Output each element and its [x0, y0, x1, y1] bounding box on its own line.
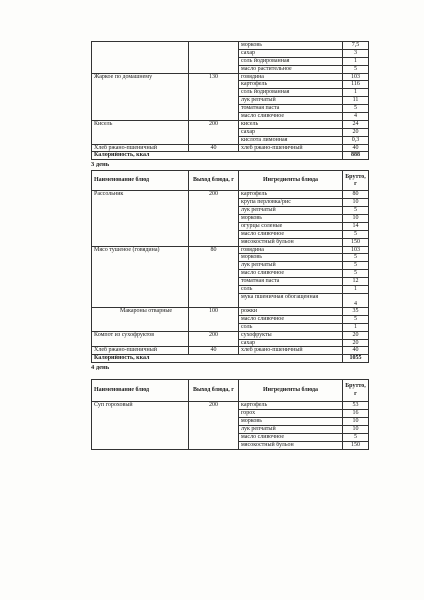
ingredient-brutto: 103 — [343, 246, 369, 254]
ingredient-brutto: 53 — [343, 402, 369, 410]
day4-row — [92, 402, 369, 410]
day2_tail-row — [92, 120, 369, 128]
ingredient-name: лук репчатый — [239, 425, 343, 433]
ingredient-brutto: 80 — [343, 191, 369, 199]
day4-header-row — [92, 380, 369, 402]
ingredient-brutto: 11 — [343, 97, 369, 105]
header-brutto: Брутто, г — [343, 171, 369, 191]
dish-yield: 200 — [189, 331, 239, 347]
ingredient-brutto: 0,3 — [343, 136, 369, 144]
day2-kcal-row — [92, 152, 369, 160]
day3-kcal-value: 1055 — [343, 355, 369, 363]
day3-kcal-row — [92, 355, 369, 363]
ingredient-name: лук репчатый — [239, 262, 343, 270]
kcal-label: Калорийность, ккал — [92, 355, 343, 363]
ingredient-brutto: 1 — [343, 286, 369, 294]
ingredient-name: морковь — [239, 417, 343, 425]
day2-kcal-value: 888 — [343, 152, 369, 160]
day3-row — [92, 307, 369, 315]
ingredient-name: кислота лимонная — [239, 136, 343, 144]
ingredient-name: соль — [239, 286, 343, 294]
ingredient-name: томатная паста — [239, 278, 343, 286]
ingredient-brutto: 5 — [343, 65, 369, 73]
ingredient-brutto: 7,5 — [343, 42, 369, 50]
ingredient-name: рожки — [239, 307, 343, 315]
ingredient-name: сахар — [239, 49, 343, 57]
ingredient-name: соль — [239, 323, 343, 331]
ingredient-brutto: 4 — [343, 113, 369, 121]
day3-row — [92, 191, 369, 199]
day3-row — [92, 246, 369, 254]
ingredient-name: мясокостный бульон — [239, 441, 343, 449]
day3-row — [92, 331, 369, 339]
dish-yield: 80 — [189, 246, 239, 307]
day3-table — [91, 170, 369, 363]
ingredient-name: кисель — [239, 120, 343, 128]
dish-name — [92, 42, 189, 74]
ingredient-name: мясокостный бульон — [239, 238, 343, 246]
ingredient-name: морковь — [239, 254, 343, 262]
ingredient-brutto: 12 — [343, 278, 369, 286]
ingredient-brutto: 16 — [343, 410, 369, 418]
ingredient-name: огурцы соленые — [239, 222, 343, 230]
header-brutto: Брутто, г — [343, 380, 369, 402]
dish-yield — [189, 42, 239, 74]
ingredient-brutto: 5 — [343, 315, 369, 323]
ingredient-name: мука пшеничная обогащенная — [239, 293, 343, 307]
dish-name: Компот из сухофруктов — [92, 331, 189, 347]
ingredient-brutto: 3 — [343, 49, 369, 57]
day2_tail-row — [92, 73, 369, 81]
ingredient-name: крупа перловка/рис — [239, 199, 343, 207]
ingredient-name: сухофрукты — [239, 331, 343, 339]
ingredient-brutto: 1 — [343, 89, 369, 97]
ingredient-brutto: 5 — [343, 105, 369, 113]
ingredient-name: томатная паста — [239, 105, 343, 113]
ingredient-brutto: 20 — [343, 128, 369, 136]
ingredient-brutto: 5 — [343, 262, 369, 270]
dish-yield: 130 — [189, 73, 239, 120]
ingredient-brutto: 5 — [343, 207, 369, 215]
ingredient-name: лук репчатый — [239, 207, 343, 215]
ingredient-brutto: 24 — [343, 120, 369, 128]
ingredient-name: хлеб ржано-пшеничный — [239, 144, 343, 152]
day2-body — [92, 42, 369, 152]
ingredient-brutto: 5 — [343, 270, 369, 278]
day3-row — [92, 347, 369, 355]
ingredient-name: говядина — [239, 73, 343, 81]
day2_tail-row — [92, 42, 369, 50]
ingredient-brutto: 14 — [343, 222, 369, 230]
ingredient-brutto: 40 — [343, 347, 369, 355]
day3-title: 3 день — [91, 161, 110, 169]
ingredient-name: картофель — [239, 402, 343, 410]
day4-table — [91, 379, 369, 449]
ingredient-brutto: 35 — [343, 307, 369, 315]
dish-name: Хлеб ржано-пшеничный — [92, 347, 189, 355]
ingredient-name: морковь — [239, 215, 343, 223]
ingredient-brutto: 5 — [343, 433, 369, 441]
dish-name: Хлеб ржано-пшеничный — [92, 144, 189, 152]
dish-name: Рассольник — [92, 191, 189, 246]
ingredient-brutto: 20 — [343, 331, 369, 339]
menu-sheet — [91, 41, 368, 450]
dish-yield: 40 — [189, 347, 239, 355]
ingredient-brutto: 1 — [343, 323, 369, 331]
dish-yield: 200 — [189, 120, 239, 144]
ingredient-name: масло сливочное — [239, 433, 343, 441]
dish-yield: 200 — [189, 191, 239, 246]
ingredient-brutto: 150 — [343, 441, 369, 449]
dish-yield: 100 — [189, 307, 239, 331]
dish-name: Жаркое по домашнему — [92, 73, 189, 120]
dish-name: Мясо тушеное (говядина) — [92, 246, 189, 307]
ingredient-brutto: 116 — [343, 81, 369, 89]
dish-yield: 40 — [189, 144, 239, 152]
ingredient-brutto: 20 — [343, 339, 369, 347]
day4-body — [92, 402, 369, 449]
day2-table — [91, 41, 369, 160]
ingredient-name: масло сливочное — [239, 270, 343, 278]
ingredient-name: хлеб ржано-пшеничный — [239, 347, 343, 355]
day2_tail-row — [92, 144, 369, 152]
ingredient-brutto: 10 — [343, 215, 369, 223]
ingredient-name: говядина — [239, 246, 343, 254]
ingredient-brutto: 4 — [343, 293, 369, 307]
header-yield: Выход блюда, г — [189, 380, 239, 402]
ingredient-brutto: 1 — [343, 57, 369, 65]
ingredient-name: сахар — [239, 128, 343, 136]
ingredient-brutto: 103 — [343, 73, 369, 81]
ingredient-name: сахар — [239, 339, 343, 347]
ingredient-name: картофель — [239, 191, 343, 199]
ingredient-name: масло сливочное — [239, 230, 343, 238]
header-yield: Выход блюда, г — [189, 171, 239, 191]
dish-yield: 200 — [189, 402, 239, 449]
ingredient-name: масло сливочное — [239, 315, 343, 323]
header-dish: Наименование блюд — [92, 171, 189, 191]
header-dish: Наименование блюд — [92, 380, 189, 402]
dish-name: Макароны отварные — [92, 307, 189, 331]
ingredient-name: горох — [239, 410, 343, 418]
ingredient-brutto: 10 — [343, 199, 369, 207]
dish-name: Суп гороховый — [92, 402, 189, 449]
ingredient-name: картофель — [239, 81, 343, 89]
ingredient-name: соль йодированная — [239, 57, 343, 65]
ingredient-brutto: 10 — [343, 425, 369, 433]
ingredient-name: лук репчатый — [239, 97, 343, 105]
ingredient-brutto: 5 — [343, 254, 369, 262]
ingredient-brutto: 10 — [343, 417, 369, 425]
ingredient-name: морковь — [239, 42, 343, 50]
day3-header-row — [92, 171, 369, 191]
header-ingredients: Ингредиенты блюда — [239, 171, 343, 191]
ingredient-name: масло сливочное — [239, 113, 343, 121]
kcal-label: Калорийность, ккал — [92, 152, 343, 160]
header-ingredients: Ингредиенты блюда — [239, 380, 343, 402]
ingredient-name: масло растительное — [239, 65, 343, 73]
dish-name: Кисель — [92, 120, 189, 144]
ingredient-brutto: 5 — [343, 230, 369, 238]
ingredient-brutto: 150 — [343, 238, 369, 246]
ingredient-name: соль йодированная — [239, 89, 343, 97]
day4-title: 4 день — [91, 364, 110, 372]
ingredient-brutto: 40 — [343, 144, 369, 152]
day3-body — [92, 191, 369, 355]
